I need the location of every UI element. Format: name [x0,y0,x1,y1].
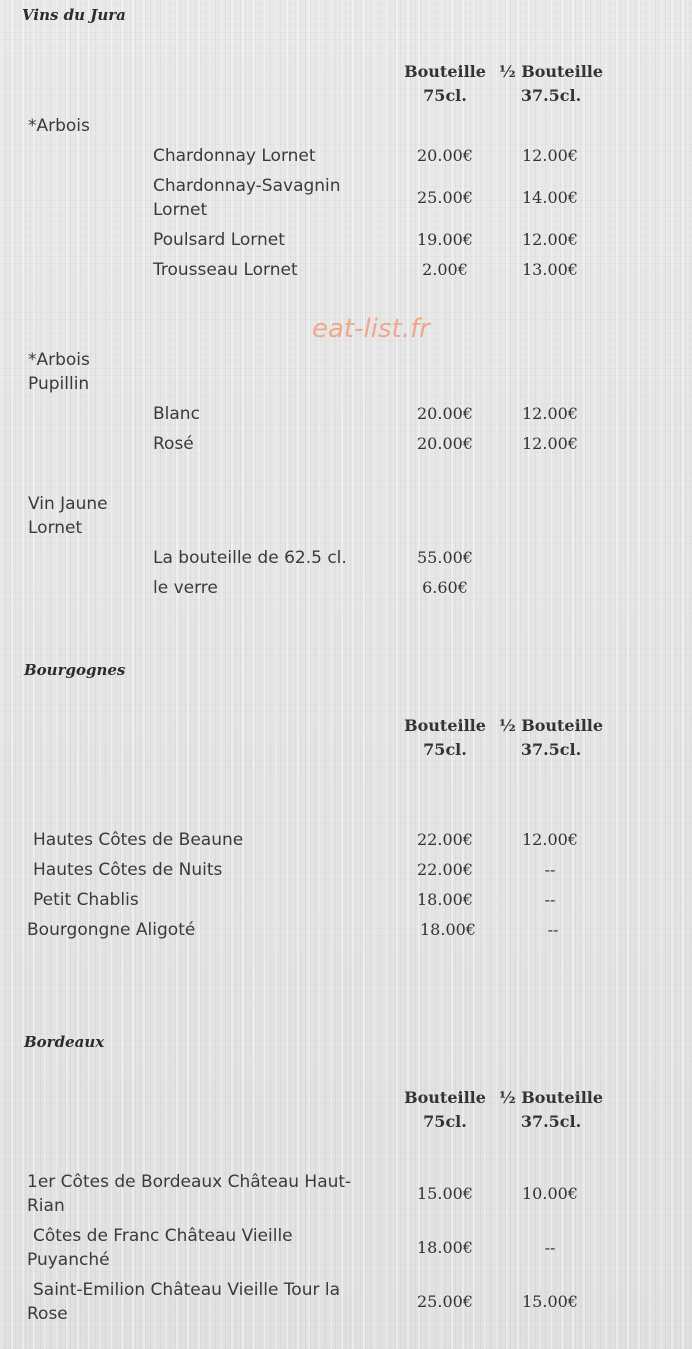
price-bottle: 55.00€ [417,548,473,567]
wine-name: le verre [153,578,218,598]
group-label-arbois: *Arbois [28,116,90,136]
price-half: 12.00€ [522,230,578,249]
price-bottle: 19.00€ [417,230,473,249]
wine-name-line2: Puyanché [27,1250,110,1270]
wine-name [27,1224,293,1272]
column-header-half-label: ½ Bouteille [498,716,604,735]
price-half: 12.00€ [522,404,578,423]
price-bottle: 22.00€ [417,860,473,879]
wine-name: Bourgongne Aligoté [27,920,196,940]
column-header-half-label: ½ Bouteille [498,62,604,81]
wine-name: Petit Chablis [33,890,139,910]
column-header-half [498,1086,604,1134]
column-header-bottle-size: 75cl. [423,86,467,105]
column-header-bottle-size: 75cl. [423,740,467,759]
wine-name-line1: Chardonnay-Savagnin [153,176,341,196]
price-half: 15.00€ [522,1292,578,1311]
column-header-bottle-label: Bouteille [404,62,486,81]
price-half: -- [547,920,559,939]
column-header-half-size: 37.5cl. [520,86,582,105]
price-bottle: 6.60€ [422,578,468,597]
price-half: -- [544,1238,556,1257]
wine-name: Chardonnay Lornet [153,146,316,166]
price-bottle: 20.00€ [417,146,473,165]
wine-name: Rosé [153,434,194,454]
price-bottle: 25.00€ [417,1292,473,1311]
wine-name: La bouteille de 62.5 cl. [153,548,347,568]
column-header-bottle-size: 75cl. [423,1112,467,1131]
section-title-bourgogne: Bourgognes [24,661,126,679]
wine-name [27,1170,351,1218]
price-bottle: 2.00€ [422,260,468,279]
price-bottle: 22.00€ [417,830,473,849]
price-bottle: 25.00€ [417,188,473,207]
wine-name-line2: Rose [27,1304,68,1324]
wine-name-line1: Côtes de Franc Château Vieille [33,1226,293,1246]
price-half: 10.00€ [522,1184,578,1203]
column-header-bottle-label: Bouteille [404,1088,486,1107]
group-label-line1: *Arbois [28,350,90,370]
wine-name: Blanc [153,404,200,424]
wine-name: Hautes Côtes de Beaune [33,830,244,850]
group-label-arbois-pupillin [28,348,90,396]
price-bottle: 15.00€ [417,1184,473,1203]
wine-name: Hautes Côtes de Nuits [33,860,223,880]
column-header-half-size: 37.5cl. [520,740,582,759]
wine-name: Trousseau Lornet [153,260,298,280]
column-header-half-size: 37.5cl. [520,1112,582,1131]
group-label-line2: Pupillin [28,374,90,394]
price-half: 12.00€ [522,830,578,849]
column-header-half [498,60,604,108]
price-bottle: 20.00€ [417,434,473,453]
wine-name-line1: Saint-Emilion Château Vieille Tour la [33,1280,341,1300]
price-half: 12.00€ [522,434,578,453]
column-header-bottle [400,60,490,108]
wine-name [27,1278,340,1326]
price-bottle: 18.00€ [417,1238,473,1257]
section-title-jura: Vins du Jura [22,6,126,24]
group-label-line1: Vin Jaune [28,494,108,514]
wine-name-line1: 1er Côtes de Bordeaux Château Haut- [27,1172,352,1192]
group-label-line2: Lornet [28,518,83,538]
section-title-bordeaux: Bordeaux [24,1033,105,1051]
column-header-bottle [400,1086,490,1134]
price-bottle: 18.00€ [417,890,473,909]
watermark: eat-list.fr [312,314,430,344]
group-label-vin-jaune [28,492,108,540]
wine-name-line2: Rian [27,1196,65,1216]
column-header-bottle [400,714,490,762]
price-half: 12.00€ [522,146,578,165]
price-half: 14.00€ [522,188,578,207]
wine-name-line2: Lornet [153,200,208,220]
price-half: -- [544,890,556,909]
wine-name [153,174,341,222]
column-header-bottle-label: Bouteille [404,716,486,735]
column-header-half-label: ½ Bouteille [498,1088,604,1107]
price-half: 13.00€ [522,260,578,279]
wine-name: Poulsard Lornet [153,230,285,250]
price-bottle: 18.00€ [420,920,476,939]
price-half: -- [544,860,556,879]
column-header-half [498,714,604,762]
price-bottle: 20.00€ [417,404,473,423]
